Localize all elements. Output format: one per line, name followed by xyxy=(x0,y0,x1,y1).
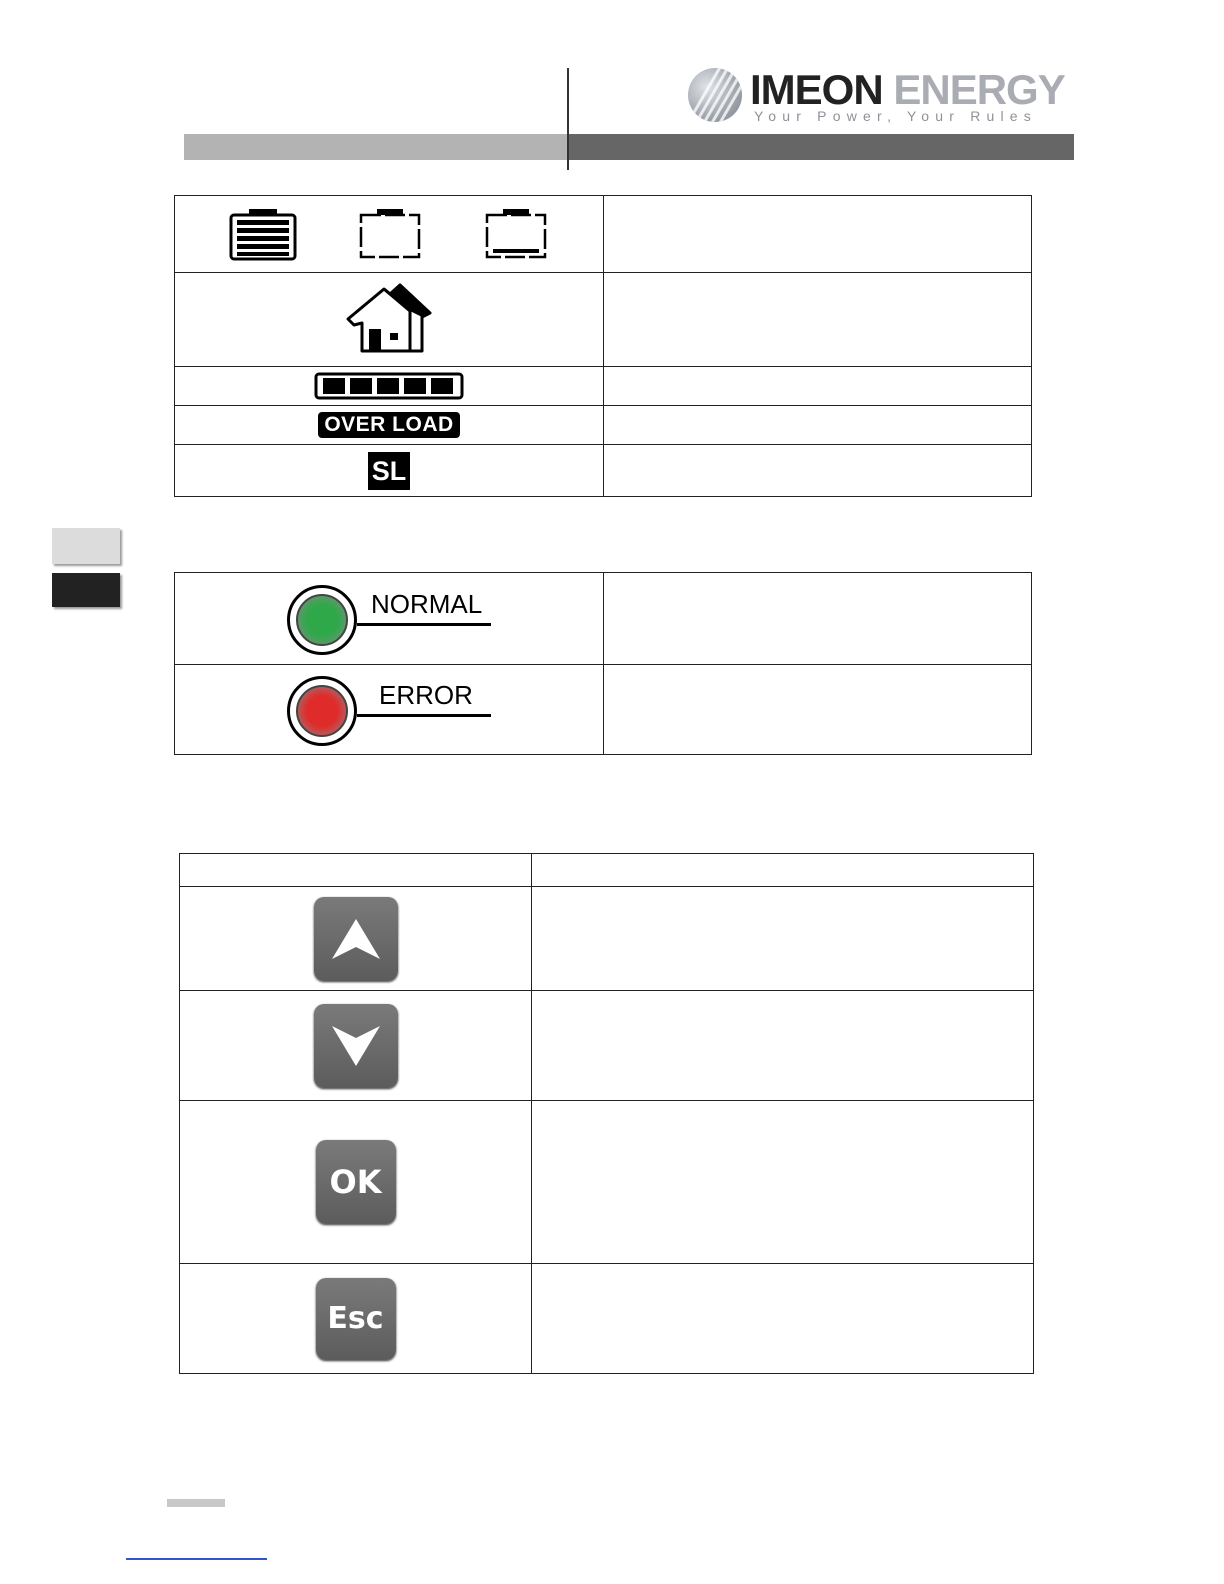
logo-name-imeon: IMEON xyxy=(750,66,883,113)
red-led-icon xyxy=(296,685,348,737)
table-row xyxy=(175,406,1032,445)
table-row xyxy=(175,573,1032,665)
down-arrow-button[interactable] xyxy=(314,1004,398,1088)
load-bar-cell xyxy=(175,367,604,406)
header-cell-button xyxy=(180,854,532,887)
ok-button-cell xyxy=(180,1101,532,1264)
header-bar-left xyxy=(184,134,567,160)
led-label-error: ERROR xyxy=(379,679,473,710)
table-row xyxy=(175,665,1032,755)
house-description xyxy=(604,273,1032,367)
battery-icons-cell xyxy=(175,196,604,273)
logo-tagline: Your Power, Your Rules xyxy=(754,108,1037,124)
header-cell-function xyxy=(532,854,1034,887)
overload-cell xyxy=(175,406,604,445)
esc-button-cell xyxy=(180,1264,532,1374)
table-row xyxy=(175,196,1032,273)
up-button-cell xyxy=(180,887,532,991)
error-led-description xyxy=(604,665,1032,755)
overload-badge: OVER LOAD xyxy=(318,412,459,438)
overload-description xyxy=(604,406,1032,445)
esc-button[interactable]: Esc xyxy=(316,1278,396,1360)
table-row xyxy=(180,1264,1034,1374)
battery-full-icon xyxy=(229,207,297,261)
table-row xyxy=(180,991,1034,1101)
battery-description xyxy=(604,196,1032,273)
error-led-indicator xyxy=(285,668,495,752)
up-button-description xyxy=(532,887,1034,991)
table-row xyxy=(175,445,1032,497)
battery-empty-icon xyxy=(357,207,423,261)
logo-emblem-icon xyxy=(688,68,742,122)
load-bar-description xyxy=(604,367,1032,406)
up-arrow-icon xyxy=(328,915,384,963)
logo-name-energy: ENERGY xyxy=(893,66,1065,113)
error-led-cell xyxy=(175,665,604,755)
table-row xyxy=(180,887,1034,991)
sl-badge: SL xyxy=(368,452,410,490)
down-arrow-icon xyxy=(328,1022,384,1070)
ok-button-description xyxy=(532,1101,1034,1264)
normal-led-description xyxy=(604,573,1032,665)
sl-description xyxy=(604,445,1032,497)
house-icon xyxy=(344,283,434,357)
battery-low-icon xyxy=(483,207,549,261)
load-segment xyxy=(323,378,345,394)
header-bar-right xyxy=(569,134,1074,160)
led-indicator-table xyxy=(174,572,1032,755)
load-level-bar-icon xyxy=(314,371,464,401)
table-row xyxy=(175,273,1032,367)
sl-cell xyxy=(175,445,604,497)
footer-link-underline[interactable] xyxy=(126,1558,267,1560)
green-led-icon xyxy=(296,594,348,646)
imeon-energy-logo xyxy=(688,66,1068,128)
table-row xyxy=(175,367,1032,406)
table-row xyxy=(180,1101,1034,1264)
load-segment xyxy=(431,378,453,394)
load-segment xyxy=(377,378,399,394)
up-arrow-button[interactable] xyxy=(314,897,398,981)
lcd-icon-table xyxy=(174,195,1032,497)
esc-button-description xyxy=(532,1264,1034,1374)
led-label-normal: NORMAL xyxy=(371,588,483,619)
side-tab-light xyxy=(52,528,120,564)
logo-wordmark xyxy=(750,66,1065,114)
keypad-button-table xyxy=(179,853,1034,1374)
normal-led-cell xyxy=(175,573,604,665)
footer-page-marker xyxy=(167,1499,225,1507)
normal-led-indicator xyxy=(285,577,495,661)
side-tab-dark xyxy=(52,573,120,607)
house-icon-cell xyxy=(175,273,604,367)
load-segment xyxy=(404,378,426,394)
ok-button[interactable]: OK xyxy=(316,1140,396,1224)
down-button-description xyxy=(532,991,1034,1101)
table-header-row xyxy=(180,854,1034,887)
down-button-cell xyxy=(180,991,532,1101)
load-segment xyxy=(350,378,372,394)
